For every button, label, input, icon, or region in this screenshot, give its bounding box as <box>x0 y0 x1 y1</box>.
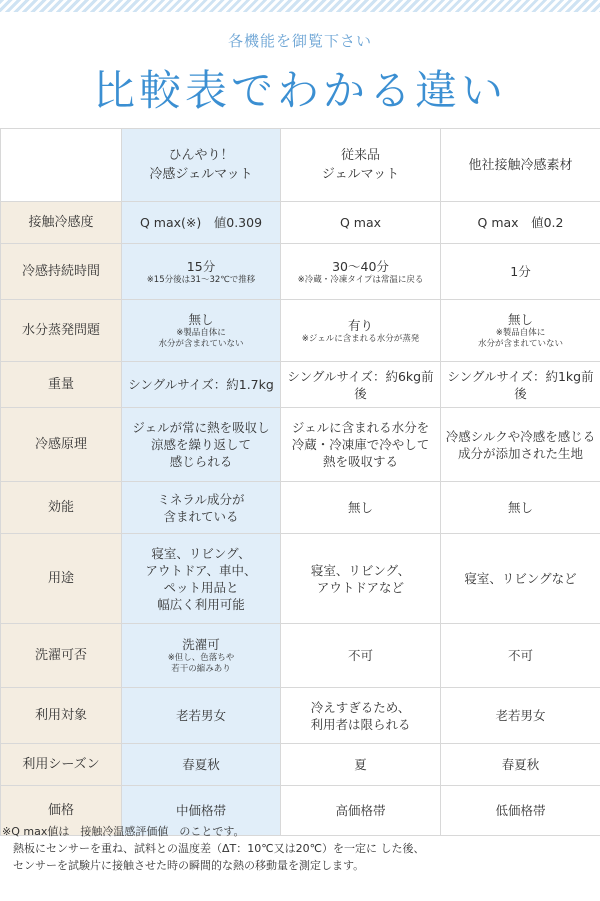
row-label: 価格 <box>1 786 122 836</box>
cell-value: Q max(※) 値0.309 <box>139 215 263 230</box>
cell-other <box>441 688 600 744</box>
footnote-line: 熱板にセンサーを重ね、試料との温度差（ΔT：10℃又は20℃）を一定に した後、 <box>2 842 425 855</box>
cell-conventional <box>281 688 441 744</box>
table-row <box>1 744 600 786</box>
cell-value: シングルサイズ：約1.7kg <box>128 377 274 392</box>
cell-conventional <box>281 482 441 534</box>
cell-value: 高価格帯 <box>335 803 386 818</box>
cell-note: ※製品自体に 水分が含まれていない <box>477 328 563 349</box>
cell-ours <box>122 362 281 408</box>
cell-other <box>441 534 600 624</box>
cell-note: ※冷蔵・冷凍タイプは常温に戻る <box>297 274 424 285</box>
page-subtitle: 各機能を御覧下さい <box>227 32 372 50</box>
row-label: 用途 <box>1 534 122 624</box>
cell-value: 寝室、リビング、 アウトドアなど <box>310 562 411 595</box>
cell-other <box>441 202 600 244</box>
cell-conventional <box>281 362 441 408</box>
cell-value: 不可 <box>507 648 533 663</box>
cell-value: 冷えすぎるため、 利用者は限られる <box>310 699 411 732</box>
footnote-line: ※Q max値は 接触冷温感評価値 のことです。 <box>2 825 245 838</box>
cell-other <box>441 244 600 300</box>
row-label: 冷感原理 <box>1 408 122 482</box>
header-line: 他社接触冷感素材 <box>468 157 573 173</box>
cell-conventional <box>281 244 441 300</box>
row-label: 利用対象 <box>1 688 122 744</box>
cell-value: シングルサイズ：約6kg前後 <box>287 368 434 401</box>
cell-other <box>441 300 600 362</box>
cell-value: 老若男女 <box>495 708 546 723</box>
comparison-table <box>0 128 600 836</box>
cell-value: 低価格帯 <box>495 803 546 818</box>
row-label: 水分蒸発問題 <box>1 300 122 362</box>
cell-ours <box>122 534 281 624</box>
cell-ours <box>122 202 281 244</box>
cell-value: 30〜40分 <box>332 258 389 274</box>
table-row <box>1 244 600 300</box>
cell-other <box>441 744 600 786</box>
cell-value: 中価格帯 <box>175 803 226 818</box>
cell-value: ジェルに含まれる水分を 冷蔵・冷凍庫で冷やして 熱を吸収する <box>291 420 430 469</box>
cell-value: 老若男女 <box>175 708 226 723</box>
cell-ours <box>122 624 281 688</box>
cell-ours <box>122 244 281 300</box>
row-label: 接触冷感度 <box>1 202 122 244</box>
cell-ours <box>122 408 281 482</box>
cell-other <box>441 408 600 482</box>
cell-value: 無し <box>507 312 533 327</box>
cell-note: ※製品自体に 水分が含まれていない <box>158 328 244 349</box>
cell-value: 洗濯可 <box>182 637 220 652</box>
table-row <box>1 362 600 408</box>
table-header-row <box>1 129 600 202</box>
cell-value: Q max <box>339 215 382 230</box>
cell-value: シングルサイズ：約1kg前後 <box>447 368 594 401</box>
table-row <box>1 202 600 244</box>
table-row <box>1 408 600 482</box>
cell-other <box>441 482 600 534</box>
cell-value: 無し <box>188 312 214 327</box>
cell-value: 春夏秋 <box>182 757 220 772</box>
cell-conventional <box>281 624 441 688</box>
decorative-stripe <box>0 0 600 12</box>
row-label: 洗濯可否 <box>1 624 122 688</box>
footnote <box>2 823 598 874</box>
header-line: ひんやり！ <box>168 148 234 163</box>
cell-note: ※但し、色落ちや 若干の縮みあり <box>167 653 235 674</box>
cell-conventional <box>281 408 441 482</box>
cell-value: ジェルが常に熱を吸収し 涼感を繰り返して 感じられる <box>132 420 270 469</box>
cell-conventional <box>281 300 441 362</box>
header-line: 従来品 <box>340 148 380 163</box>
header-product-ours <box>122 129 281 202</box>
cell-value: 冷感シルクや冷感を感じる 成分が添加された生地 <box>445 428 596 461</box>
cell-conventional <box>281 744 441 786</box>
cell-value: 春夏秋 <box>501 757 540 772</box>
footnote-line: センサーを試験片に接触させた時の瞬間的な熱の移動量を測定します。 <box>2 859 365 872</box>
cell-value: 不可 <box>347 648 373 663</box>
table-row <box>1 482 600 534</box>
page-title: 比較表でわかる違い <box>92 66 507 115</box>
header-product-conventional <box>281 129 441 202</box>
cell-value: 無し <box>507 500 533 515</box>
cell-value: 1分 <box>510 264 531 279</box>
cell-value: 有り <box>347 317 373 333</box>
cell-ours <box>122 482 281 534</box>
cell-value: 無し <box>347 500 373 515</box>
row-label: 効能 <box>1 482 122 534</box>
row-label: 利用シーズン <box>1 744 122 786</box>
table-row <box>1 688 600 744</box>
cell-ours <box>122 688 281 744</box>
header-blank-cell <box>1 129 122 202</box>
cell-conventional <box>281 202 441 244</box>
row-label: 重量 <box>1 362 122 408</box>
header-product-other <box>441 129 600 202</box>
cell-ours <box>122 300 281 362</box>
cell-ours <box>122 744 281 786</box>
cell-value: 寝室、リビング、 アウトドア、車中、 ペット用品と 幅広く利用可能 <box>145 545 257 612</box>
cell-note: ※15分後は31〜32℃で推移 <box>146 274 256 285</box>
table-row <box>1 300 600 362</box>
cell-value: 夏 <box>354 757 367 772</box>
table-row <box>1 534 600 624</box>
cell-other <box>441 362 600 408</box>
cell-value: 寝室、リビングなど <box>464 571 577 586</box>
cell-note: ※ジェルに含まれる水分が蒸発 <box>301 333 420 344</box>
row-label: 冷感持続時間 <box>1 244 122 300</box>
cell-value: 15分 <box>186 258 216 274</box>
cell-other <box>441 624 600 688</box>
cell-value: ミネラル成分が 含まれている <box>157 491 245 524</box>
header-line: ジェルマット <box>321 167 400 182</box>
cell-value: Q max 値0.2 <box>477 215 564 230</box>
cell-conventional <box>281 534 441 624</box>
header-line: 冷感ジェルマット <box>149 167 253 182</box>
table-row <box>1 624 600 688</box>
